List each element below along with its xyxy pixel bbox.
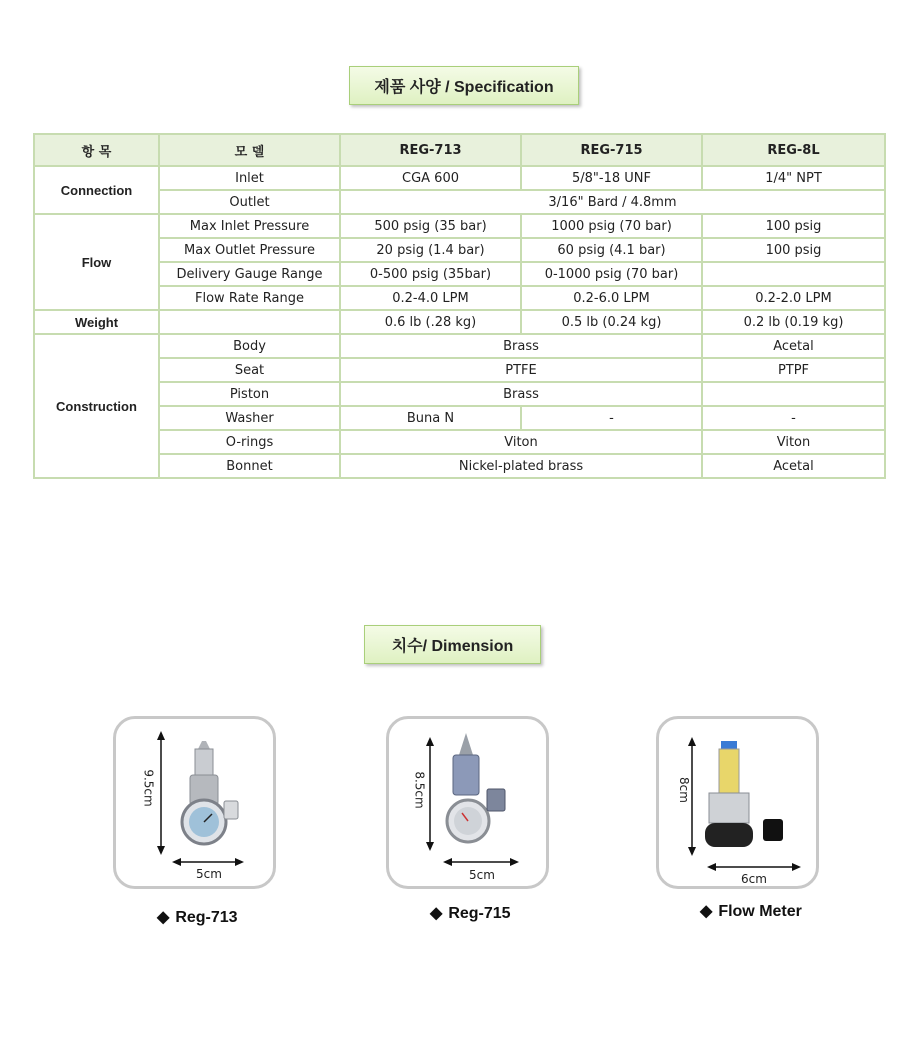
table-row	[34, 214, 885, 238]
cell-reg-713: 0.6 lb (.28 kg)	[340, 310, 521, 334]
header-model: 모 델	[159, 134, 340, 166]
row-label: Inlet	[159, 166, 340, 190]
cell-reg-8l: Viton	[702, 430, 885, 454]
table-row	[34, 358, 885, 382]
cell-reg-715: 0.5 lb (0.24 kg)	[521, 310, 702, 334]
cell-reg-8l: 100 psig	[702, 214, 885, 238]
category-flow: Flow	[34, 214, 159, 310]
reg-713-height-label: 9.5cm	[141, 769, 156, 807]
product-card-flow-meter	[656, 716, 819, 889]
reg-713-illustration	[116, 719, 273, 886]
row-label: Flow Rate Range	[159, 286, 340, 310]
row-label: O-rings	[159, 430, 340, 454]
cell-reg-713-715: PTFE	[340, 358, 702, 382]
table-row	[34, 406, 885, 430]
table-row	[34, 310, 885, 334]
cell-reg-713-715: Brass	[340, 382, 702, 406]
table-row	[34, 286, 885, 310]
cell-reg-713: 0-500 psig (35bar)	[340, 262, 521, 286]
caption-text: Reg-715	[448, 905, 511, 922]
cell-reg-8l: 1/4" NPT	[702, 166, 885, 190]
header-reg-713: REG-713	[340, 134, 521, 166]
row-label: Seat	[159, 358, 340, 382]
category-weight: Weight	[34, 310, 159, 334]
table-row	[34, 238, 885, 262]
dimension-section-title: 치수/ Dimension	[364, 625, 541, 664]
cell-all-models: 3/16" Bard / 4.8mm	[340, 190, 885, 214]
header-row	[34, 134, 885, 166]
header-item: 항 목	[34, 134, 159, 166]
product-card-reg-713	[113, 716, 276, 889]
diamond-bullet-icon: ◆	[157, 909, 170, 926]
cell-reg-715: 60 psig (4.1 bar)	[521, 238, 702, 262]
table-row	[34, 190, 885, 214]
cell-reg-713-715: Nickel-plated brass	[340, 454, 702, 478]
row-label: Delivery Gauge Range	[159, 262, 340, 286]
cell-reg-713: Buna N	[340, 406, 521, 430]
row-label: Outlet	[159, 190, 340, 214]
header-reg-8l: REG-8L	[702, 134, 885, 166]
reg-715-height-label: 8.5cm	[412, 771, 427, 809]
table-row	[34, 430, 885, 454]
product-card-reg-715	[386, 716, 549, 889]
cell-reg-713: CGA 600	[340, 166, 521, 190]
flow-meter-height-label: 8cm	[676, 777, 691, 803]
cell-reg-8l: PTPF	[702, 358, 885, 382]
flow-meter-width-label: 6cm	[741, 872, 767, 886]
category-connection: Connection	[34, 166, 159, 214]
table-row	[34, 334, 885, 358]
cell-reg-8l	[702, 382, 885, 406]
spec-table	[33, 133, 886, 479]
cell-reg-8l	[702, 262, 885, 286]
cell-reg-713: 500 psig (35 bar)	[340, 214, 521, 238]
row-label: Max Inlet Pressure	[159, 214, 340, 238]
table-row	[34, 262, 885, 286]
cell-reg-713: 0.2-4.0 LPM	[340, 286, 521, 310]
cell-reg-713-715: Brass	[340, 334, 702, 358]
header-reg-715: REG-715	[521, 134, 702, 166]
cell-reg-715: 0.2-6.0 LPM	[521, 286, 702, 310]
caption-flow-meter	[700, 901, 802, 921]
cell-reg-715: 5/8"-18 UNF	[521, 166, 702, 190]
table-row	[34, 454, 885, 478]
spec-section-title: 제품 사양 / Specification	[349, 66, 579, 105]
cell-reg-8l: 100 psig	[702, 238, 885, 262]
reg-713-width-label: 5cm	[196, 867, 222, 881]
row-label: Body	[159, 334, 340, 358]
cell-reg-8l: 0.2-2.0 LPM	[702, 286, 885, 310]
cell-reg-8l: 0.2 lb (0.19 kg)	[702, 310, 885, 334]
cell-reg-8l: Acetal	[702, 454, 885, 478]
row-label: Bonnet	[159, 454, 340, 478]
caption-reg-713	[157, 907, 238, 927]
cell-reg-8l: -	[702, 406, 885, 430]
diamond-bullet-icon: ◆	[430, 905, 443, 922]
row-label: Max Outlet Pressure	[159, 238, 340, 262]
diamond-bullet-icon: ◆	[700, 903, 713, 920]
row-label: Piston	[159, 382, 340, 406]
caption-reg-715	[430, 903, 511, 923]
table-row	[34, 382, 885, 406]
cell-reg-715: 1000 psig (70 bar)	[521, 214, 702, 238]
cell-reg-715: -	[521, 406, 702, 430]
table-row	[34, 166, 885, 190]
cell-reg-713-715: Viton	[340, 430, 702, 454]
caption-text: Flow Meter	[718, 903, 802, 920]
caption-text: Reg-713	[175, 909, 238, 926]
row-label: Washer	[159, 406, 340, 430]
cell-reg-715: 0-1000 psig (70 bar)	[521, 262, 702, 286]
cell-reg-713: 20 psig (1.4 bar)	[340, 238, 521, 262]
category-construction: Construction	[34, 334, 159, 478]
row-label	[159, 310, 340, 334]
cell-reg-8l: Acetal	[702, 334, 885, 358]
reg-715-width-label: 5cm	[469, 868, 495, 882]
